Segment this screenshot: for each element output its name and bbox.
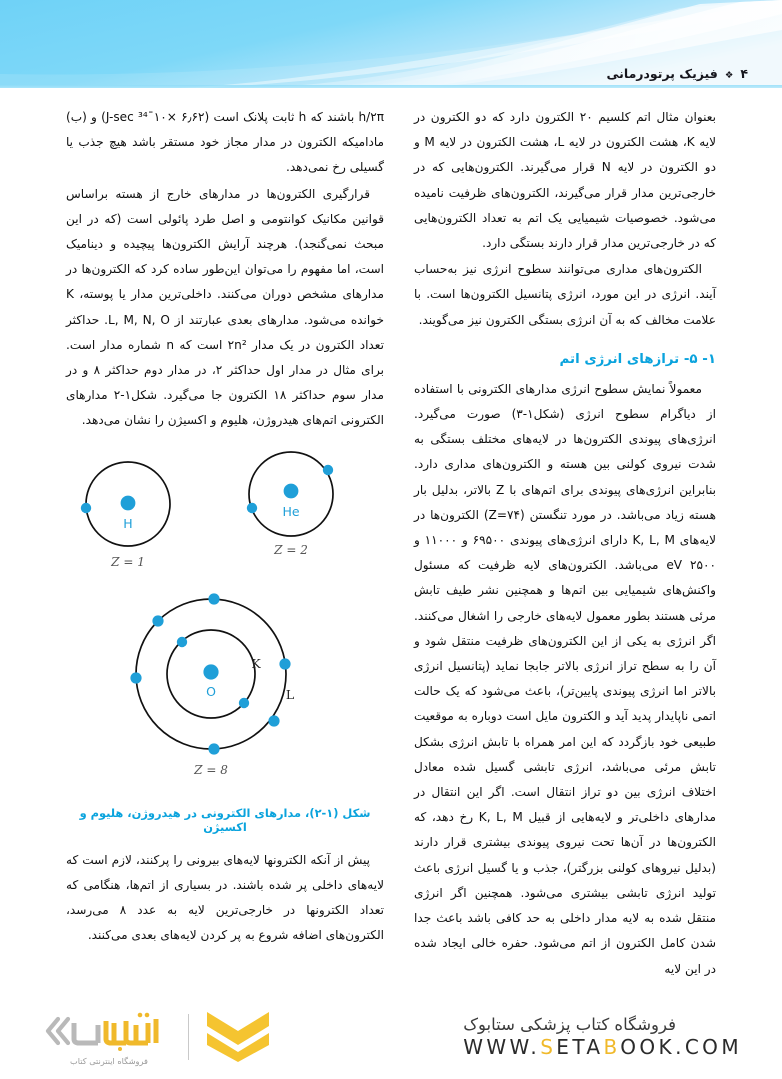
atom-diagram-svg <box>66 446 384 796</box>
footer-watermark <box>0 995 782 1079</box>
logo-subtitle: فروشگاه اینترنتی کتاب <box>70 1055 148 1066</box>
nucleus <box>121 495 136 510</box>
atom-oxygen <box>130 593 294 777</box>
electron <box>323 464 333 474</box>
electron <box>152 615 163 626</box>
brand-name-fa: فروشگاه کتاب پزشکی ستابوک <box>463 1015 676 1034</box>
electron <box>247 502 257 512</box>
url-part-highlight: S <box>540 1035 557 1059</box>
paragraph: پیش از آنکه الکترونها لایه‌های بیرونی را پرکنند، لازم است که لایه‌های داخلی پر شده باشند. در بسیاری از اتم‌ها، هنگامی که تعداد الکترونها در خارجی‌ترین لایه به عدد ۸ می‌رسد، الکترون‌های اضافه شروع به پر کردن لایه‌های بعدی می‌کنند. <box>66 852 384 943</box>
footer-brand[interactable] <box>463 1015 742 1059</box>
url-part: ETA <box>556 1035 604 1059</box>
section-heading: ۱- ۵- ترازهای انرژی اتم <box>559 351 716 367</box>
paragraph: h/۲π باشند که h ثابت پلانک است (۶٫۶۲ ×۱۰ˉ³⁴ J-sec) و (ب) مادامیکه الکترون در مدار مجاز خود مستقر باشد هیچ جذب یا گسیلی رخ نمی‌دهد. <box>66 110 384 175</box>
electron <box>81 502 91 512</box>
chevron-logo-icon <box>203 1009 273 1065</box>
page-content <box>0 105 782 995</box>
electron <box>208 593 219 604</box>
shell-label-l: L <box>285 686 295 702</box>
running-head <box>607 66 748 81</box>
setabook-wordmark-icon <box>44 1009 174 1055</box>
z-label: Z = 8 <box>194 762 228 777</box>
diamond-icon: ❖ <box>724 70 734 81</box>
paragraph: بعنوان مثال اتم کلسیم ۲۰ الکترون دارد که دو الکترون در لایه K، هشت الکترون در لایه L، هشت الکترون در لایه M و دو الکترون در لایه N قرار می‌گیرند. الکترون‌هایی که در خارجی‌ترین مدار قرار می‌گیرند، الکترون‌های ظرفیت نامیده می‌شود. خصوصیات شیمیایی یک اتم به تعداد الکترون‌هایی که در خارجی‌ترین مدار قرار دارند بستگی دارد. <box>414 110 717 251</box>
url-part: WWW. <box>463 1035 541 1059</box>
z-label: Z = 2 <box>274 542 308 557</box>
electron <box>239 697 249 707</box>
column-right <box>66 105 384 995</box>
paragraph: الکترون‌های مداری می‌توانند سطوح انرژی نیز به‌حساب آیند. انرژی در این مورد، انرژی پتانسیل الکترون‌ها است. با علامت مخالف که به آن انرژی بستگی الکترون نیز می‌گویند. <box>414 262 716 327</box>
setabook-logo[interactable] <box>44 1009 273 1066</box>
atom-helium <box>247 452 333 557</box>
page-number: ۴ <box>740 66 748 81</box>
url-part: OOK.COM <box>620 1035 742 1059</box>
electron <box>279 658 290 669</box>
figure-atomic-orbitals <box>66 446 384 834</box>
column-left <box>414 105 716 995</box>
atom-hydrogen <box>81 462 170 569</box>
paragraph: معمولاً نمایش سطوح انرژی مدارهای الکترونی با استفاده از دیاگرام سطوح انرژی (شکل۱-۳) صورت می‌گیرد. انرژی‌های پیوندی الکترون‌ها در لایه‌های مختلف بستگی به شدت نیروی کولنی بین هسته و الکترون‌های مداری دارد. بنابراین انرژی‌های پیوندی برای اتم‌های با Z بالاتر، بدلیل بار هسته زیاد می‌باشد. در مورد تنگستن (Z=۷۴) الکترون‌ها در لایه‌های K, L, M دارای انرژی‌های پیوندی ۶۹۵۰۰ و ۱۱۰۰۰ و ۲۵۰۰ eV می‌باشد. الکترون‌های لایه ظرفیت که مسئول واکنش‌های شیمیایی بین اتم‌ها و همچنین نشر طیف تابش مرئی هستند بطور معمول لایه‌های خارجی را اشغال می‌کنند. اگر انرژی به یکی از این الکترون‌های ظرفیت منتقل شود و آن را به سطح تراز انرژی بالاتر جابجا نماید (پتانسیل انرژی بالاتر اما انرژی پیوندی پایین‌تر)، باعث می‌شود که یک حالت اتمی ناپایدار پدید آید و الکترون مایل است دوباره به موقعیت طبیعی خود بازگردد که این امر همراه با تابش انرژی بشکل تابش مرئی می‌باشد، انرژی تابشی گسیل شده معادل اختلاف انرژی بین دو تراز انتقال است. اگر این انتقال در مدارهای داخلی‌تر و لایه‌هایی از قبیل K, L, M رخ دهد، که الکترون‌ها در آن‌ها تحت نیروی پیوندی بیشتری قرار دارند (بدلیل نیروهای کولنی بزرگتر)، جذب و یا گسیل انرژی باعث تولید انرژی تابشی بیشتری می‌شود. همچنین اگر انرژی منتقل شده به لایه مدار داخلی به حد کافی باشد باعث جدا شدن کامل الکترون از اتم می‌شود. حفره خالی ایجاد شده در این لایه <box>414 381 717 976</box>
footer-divider <box>188 1014 189 1060</box>
nucleus <box>284 483 299 498</box>
electron <box>130 672 141 683</box>
electron <box>268 715 279 726</box>
electron <box>208 743 219 754</box>
nucleus <box>203 664 218 679</box>
nucleus-label: He <box>282 503 300 519</box>
nucleus-label: O <box>206 683 216 699</box>
url-part-highlight: B <box>603 1035 621 1059</box>
nucleus-label: H <box>123 515 133 531</box>
electron <box>177 636 187 646</box>
z-label: Z = 1 <box>111 554 145 569</box>
header-decorative-band <box>0 0 782 97</box>
figure-caption: شکل (۱-۲)، مدارهای الکترونی در هیدروژن، هلیوم و اکسیژن <box>79 805 371 834</box>
brand-url[interactable] <box>463 1035 742 1059</box>
paragraph: قرارگیری الکترون‌ها در مدارهای خارج از هسته براساس قوانین مکانیک کوانتومی و اصل طرد پائولی است (که در این مبحث نمی‌گنجد). هرچند آرایش الکترون‌ها پیچیده و دینامیک است، اما مفهوم را می‌توان این‌طور ساده کرد که الکترون‌ها در مدارهای مشخص دوران می‌کنند. داخلی‌ترین مدار یا پوسته، K خوانده می‌شود. مدارهای بعدی عبارتند از L, M, N, O. حداکثر تعداد الکترون در یک مدار ۲n² است که n شماره مدار است. برای مثال در مدار اول حداکثر ۲، در مدار دوم حداکثر ۸ و در مدار سوم حداکثر ۱۸ الکترون جا می‌گیرد. شکل۱-۲ مدارهای الکترونی اتم‌های هیدروژن، هلیوم و اکسیژن را نشان می‌دهد. <box>66 186 384 428</box>
shell-label-k: K <box>251 655 261 671</box>
book-title: فیزیک پرتودرمانی <box>606 66 718 81</box>
